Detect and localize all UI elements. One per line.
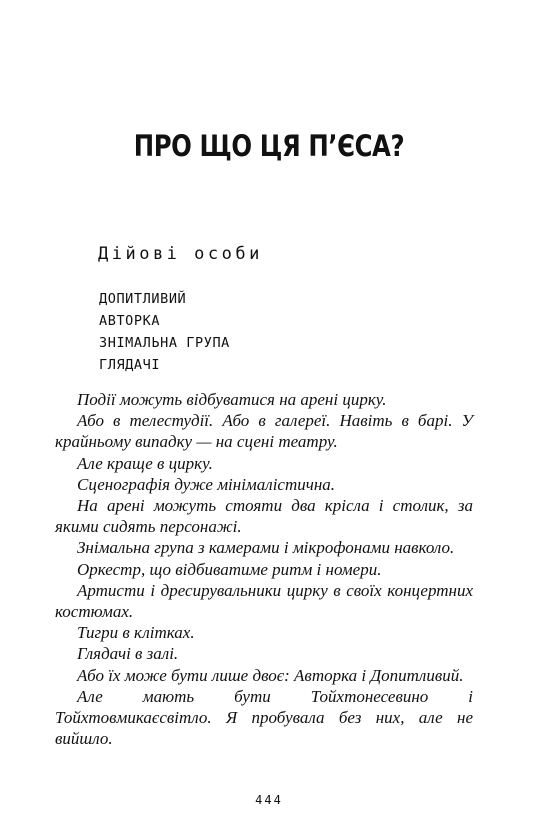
paragraph: Тигри в клітках.: [77, 623, 195, 643]
cast-heading: Дійові особи: [98, 244, 263, 264]
paragraph: Або в телестудії. Або в галереї. Навіть в барі. У крайньому випадку — на сцені театру.: [55, 411, 473, 452]
page-title: ПРО ЩО ЦЯ П’ЄСА?: [133, 129, 405, 163]
paragraph: Але мають бути Тойхтонесевино і Тойхтовмикаєсвітло. Я пробувала без них, але не вийшло.: [55, 686, 473, 749]
paragraph: Сценографія дуже мінімалістична.: [77, 474, 336, 494]
paragraph: Події можуть відбуватися на арені цирку.: [77, 390, 387, 409]
paragraph: Але краще в цирку.: [77, 453, 213, 473]
paragraph: Або їх може бути лише двоє: Авторка і Допитливий.: [77, 665, 464, 685]
cast-item-curious: ДОПИТЛИВИЙ: [99, 291, 187, 307]
page-number: 444: [255, 793, 283, 807]
cast-item-author: АВТОРКА: [99, 313, 161, 329]
cast-item-audience: ГЛЯДАЧІ: [99, 357, 161, 373]
paragraph: Оркестр, що відбиватиме ритм і номери.: [77, 559, 382, 579]
paragraph: Знімальна група з камерами і мікрофонами навколо.: [77, 538, 455, 558]
body-text: [55, 389, 473, 749]
cast-item-film-crew: ЗНІМАЛЬНА ГРУПА: [99, 335, 230, 351]
paragraph: На арені можуть стояти два крісла і столик, за якими сидять персонажі.: [55, 496, 473, 537]
paragraph: Глядачі в залі.: [77, 644, 179, 664]
paragraph: Артисти і дресирувальники цирку в своїх концертних костюмах.: [55, 580, 473, 622]
cast-list: [99, 288, 230, 376]
